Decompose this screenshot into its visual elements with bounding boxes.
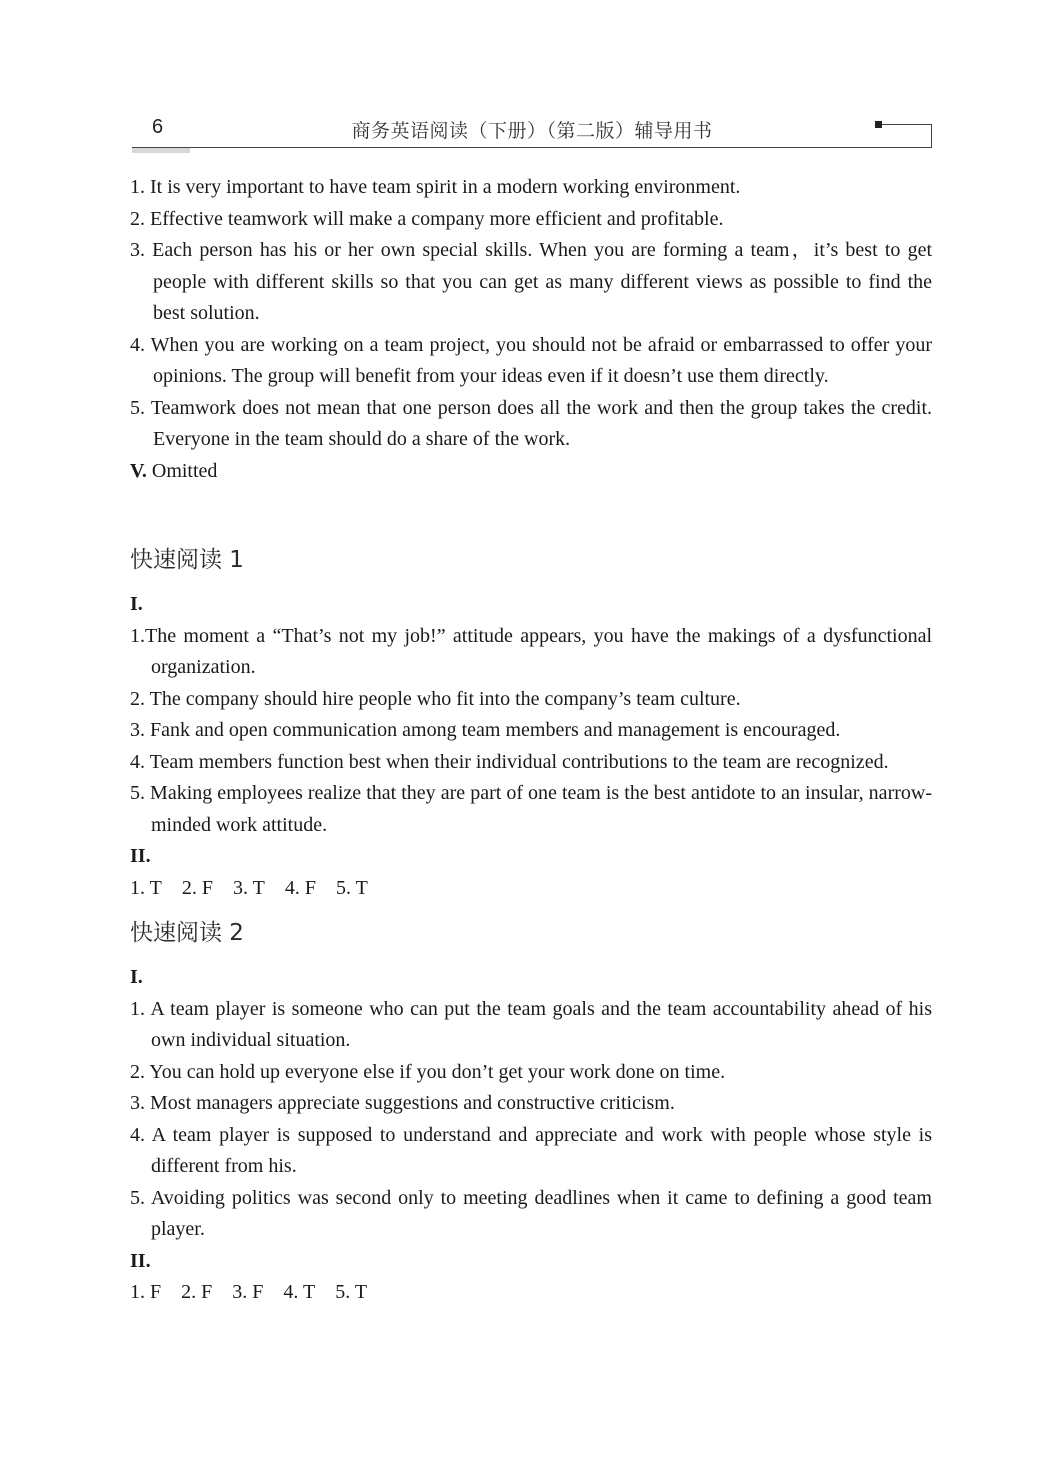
answer-row <box>130 1277 932 1309</box>
section-v-label: V. <box>130 459 147 482</box>
list-item: 2. The company should hire people who fit into the company’s team culture. <box>130 687 741 710</box>
list-item: 4. A team player is supposed to understand and appreciate and work with people whose style is different from his. <box>130 1123 932 1177</box>
answer: 2. F <box>181 1281 213 1303</box>
fast-reading-1-list <box>130 621 932 842</box>
answer: 5. T <box>335 1281 368 1303</box>
answer: 2. F <box>181 876 213 899</box>
answer: 4. F <box>284 876 316 899</box>
section-title-fast-reading-2: 快速阅读 2 <box>130 920 244 946</box>
page-header <box>132 112 932 148</box>
list-item: 3. Most managers appreciate suggestions and constructive criticism. <box>130 1092 675 1114</box>
section-v <box>130 456 932 488</box>
list-item: 4. When you are working on a team project, you should not be afraid or embarrassed to offer your opinions. The group will benefit from your ideas even if it doesn’t use them directly. <box>130 333 932 387</box>
answer: 5. T <box>335 876 368 899</box>
page-number: 6 <box>152 116 164 138</box>
page-content <box>130 172 932 1309</box>
section-title-fast-reading-1: 快速阅读 1 <box>130 547 244 573</box>
section-label: I. <box>130 593 143 615</box>
list-item: 5. Avoiding politics was second only to meeting deadlines when it came to defining a good team player. <box>130 1186 932 1240</box>
list-item: 3. Fank and open communication among team members and management is encouraged. <box>130 719 841 741</box>
answer: 3. T <box>232 876 265 899</box>
answer: 3. F <box>232 1281 264 1303</box>
list-item: 2. You can hold up everyone else if you don’t get your work done on time. <box>130 1060 726 1083</box>
book-title: 商务英语阅读（下册）（第二版）辅导用书 <box>351 120 713 142</box>
section-label: I. <box>130 966 143 988</box>
list-item: 5. Teamwork does not mean that one person does all the work and then the group takes the credit. Everyone in the team should do a share of the work. <box>130 396 932 450</box>
section-v-text: Omitted <box>146 459 218 482</box>
header-rule <box>132 147 932 148</box>
corner-mark-icon <box>879 124 932 147</box>
list-item: 1. It is very important to have team spirit in a modern working environment. <box>130 176 741 198</box>
list-item: 4. Team members function best when their individual contributions to the team are recognized. <box>130 750 889 773</box>
section-label: II. <box>130 845 151 867</box>
section-label: II. <box>130 1249 151 1272</box>
list-item: 1.The moment a “That’s not my job!” attitude appears, you have the makings of a dysfunctional organization. <box>130 624 932 678</box>
corner-dot-icon <box>875 121 882 128</box>
list-item: 3. Each person has his or her own special skills. When you are forming a team，it’s best to get people with different skills so that you can get as many different views as possible to find the best solution. <box>130 239 932 324</box>
answer: 1. T <box>130 876 162 899</box>
answer-row <box>130 873 932 905</box>
list-item: 5. Making employees realize that they are part of one team is the best antidote to an insular, narrow-minded work attitude. <box>130 782 932 836</box>
list-item: 2. Effective teamwork will make a company more efficient and profitable. <box>130 207 724 230</box>
answer: 1. F <box>130 1281 162 1303</box>
header-tab <box>132 148 190 153</box>
fast-reading-2-list <box>130 994 932 1246</box>
answer: 4. T <box>283 1281 316 1303</box>
list-item: 1. A team player is someone who can put the team goals and the team accountability ahead of his own individual situation. <box>130 997 932 1051</box>
part-a-list <box>130 172 932 487</box>
